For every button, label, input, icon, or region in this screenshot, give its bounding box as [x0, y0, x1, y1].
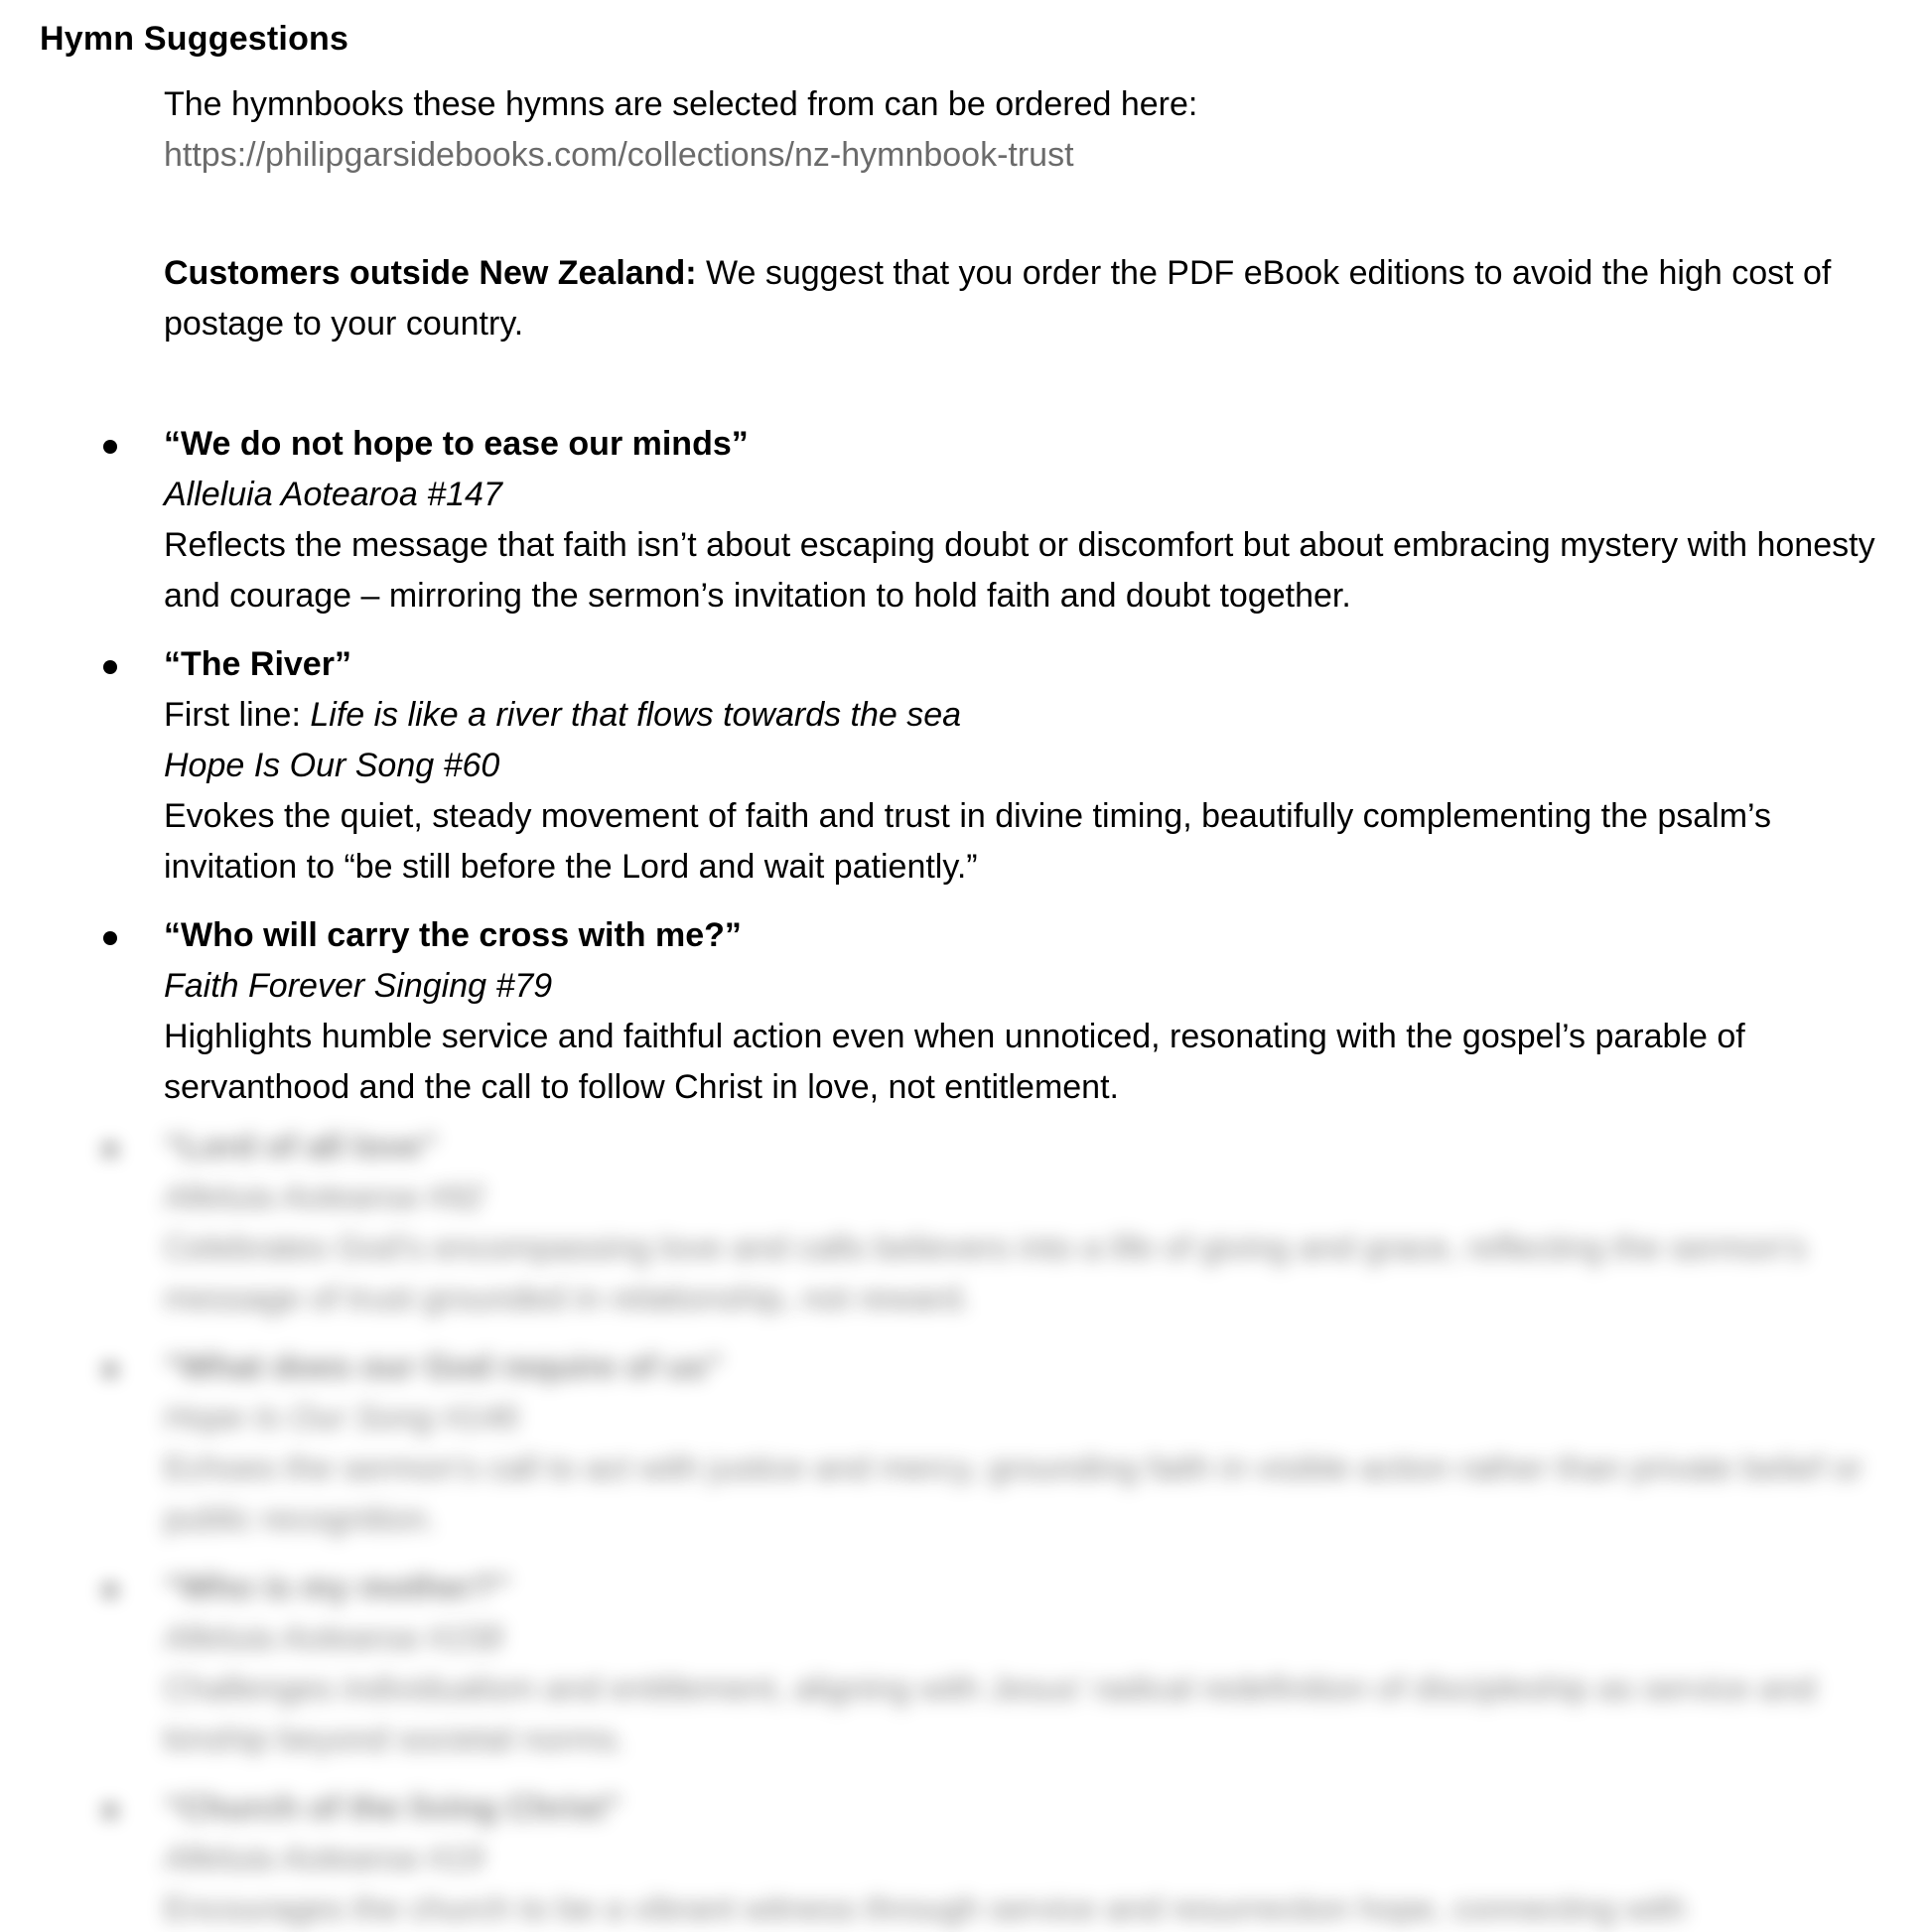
hymn-title: “Who will carry the cross with me?” — [164, 916, 742, 954]
first-line-label: First line: — [164, 696, 311, 734]
notice-label: Customers outside New Zealand: — [164, 254, 697, 292]
page-title: Hymn Suggestions — [40, 20, 349, 58]
hymn-first-line — [164, 690, 1891, 741]
hymn-description: Celebrates God’s encompassing love and calls believers into a life of giving and grace, reflecting the sermon’s message of trust grounded in relationship, not reward. — [164, 1229, 1807, 1317]
hymn-title: “We do not hope to ease our minds” — [164, 425, 749, 463]
hymn-book: Hope Is Our Song #60 — [164, 747, 500, 784]
hymn-item — [0, 419, 1891, 621]
hymn-title: “Who is my mother?” — [164, 1569, 511, 1606]
hymn-book: Alleluia Aotearoa #92 — [164, 1178, 483, 1216]
intro-paragraph — [164, 79, 1891, 181]
hymn-description: Echoes the sermon’s call to act with justice and mercy, grounding faith in visible action rather than private belief or public recognition. — [164, 1449, 1863, 1538]
hymn-item-blurred — [0, 1342, 1891, 1545]
hymn-item-blurred — [0, 1122, 1891, 1324]
hymn-item-blurred — [0, 1563, 1891, 1765]
hymn-item — [0, 639, 1891, 893]
bullet-icon — [103, 1143, 117, 1157]
hymn-title: “The River” — [164, 645, 351, 683]
bullet-icon — [103, 660, 117, 674]
hymn-description: Highlights humble service and faithful action even when unnoticed, resonating with the gospel’s parable of servanthood and the call to follow Christ in love, not entitlement. — [164, 1018, 1745, 1106]
bullet-icon — [103, 440, 117, 454]
hymn-title: “Lord of all love” — [164, 1128, 438, 1166]
blurred-hymn-list — [0, 1122, 1932, 1932]
bullet-icon — [103, 1804, 117, 1818]
hymn-book: Alleluia Aotearoa #158 — [164, 1619, 502, 1657]
hymn-item-blurred — [0, 1783, 1891, 1932]
hymn-title: “Church of the living Christ” — [164, 1789, 621, 1827]
bullet-icon — [103, 931, 117, 945]
hymn-description: Evokes the quiet, steady movement of faith and trust in divine timing, beautifully complementing the psalm’s invitation to “be still before the Lord and wait patiently.” — [164, 797, 1772, 886]
hymn-book: Faith Forever Singing #79 — [164, 967, 553, 1005]
hymn-title: “What does our God require of us” — [164, 1348, 723, 1386]
hymn-description: Challenges individualism and entitlement, aligning with Jesus’ radical redefinition of discipleship as service and kinship beyond societal norms. — [164, 1670, 1816, 1758]
international-notice — [164, 248, 1891, 349]
first-line-text: Life is like a river that flows towards the sea — [310, 696, 962, 734]
hymn-item — [0, 910, 1891, 1113]
hymn-book: Hope Is Our Song #146 — [164, 1399, 519, 1437]
notice-text: We suggest that you order the PDF eBook editions to avoid the high cost of postage to your country. — [164, 254, 1832, 343]
hymnbook-link[interactable]: https://philipgarsidebooks.com/collections/nz-hymnbook-trust — [164, 136, 1074, 174]
bullet-icon — [103, 1584, 117, 1597]
hymn-description: Encourages the church to be a vibrant witness through service and resurrection hope, connecting with — [164, 1890, 1686, 1928]
hymn-description: Reflects the message that faith isn’t about escaping doubt or discomfort but about embracing mystery with honesty and courage – mirroring the sermon’s invitation to hold faith and doubt together. — [164, 526, 1875, 615]
intro-text: The hymnbooks these hymns are selected from can be ordered here: — [164, 85, 1198, 123]
hymn-book: Alleluia Aotearoa #19 — [164, 1840, 483, 1877]
hymn-book: Alleluia Aotearoa #147 — [164, 476, 502, 513]
bullet-icon — [103, 1363, 117, 1377]
hymn-list — [0, 419, 1932, 1131]
